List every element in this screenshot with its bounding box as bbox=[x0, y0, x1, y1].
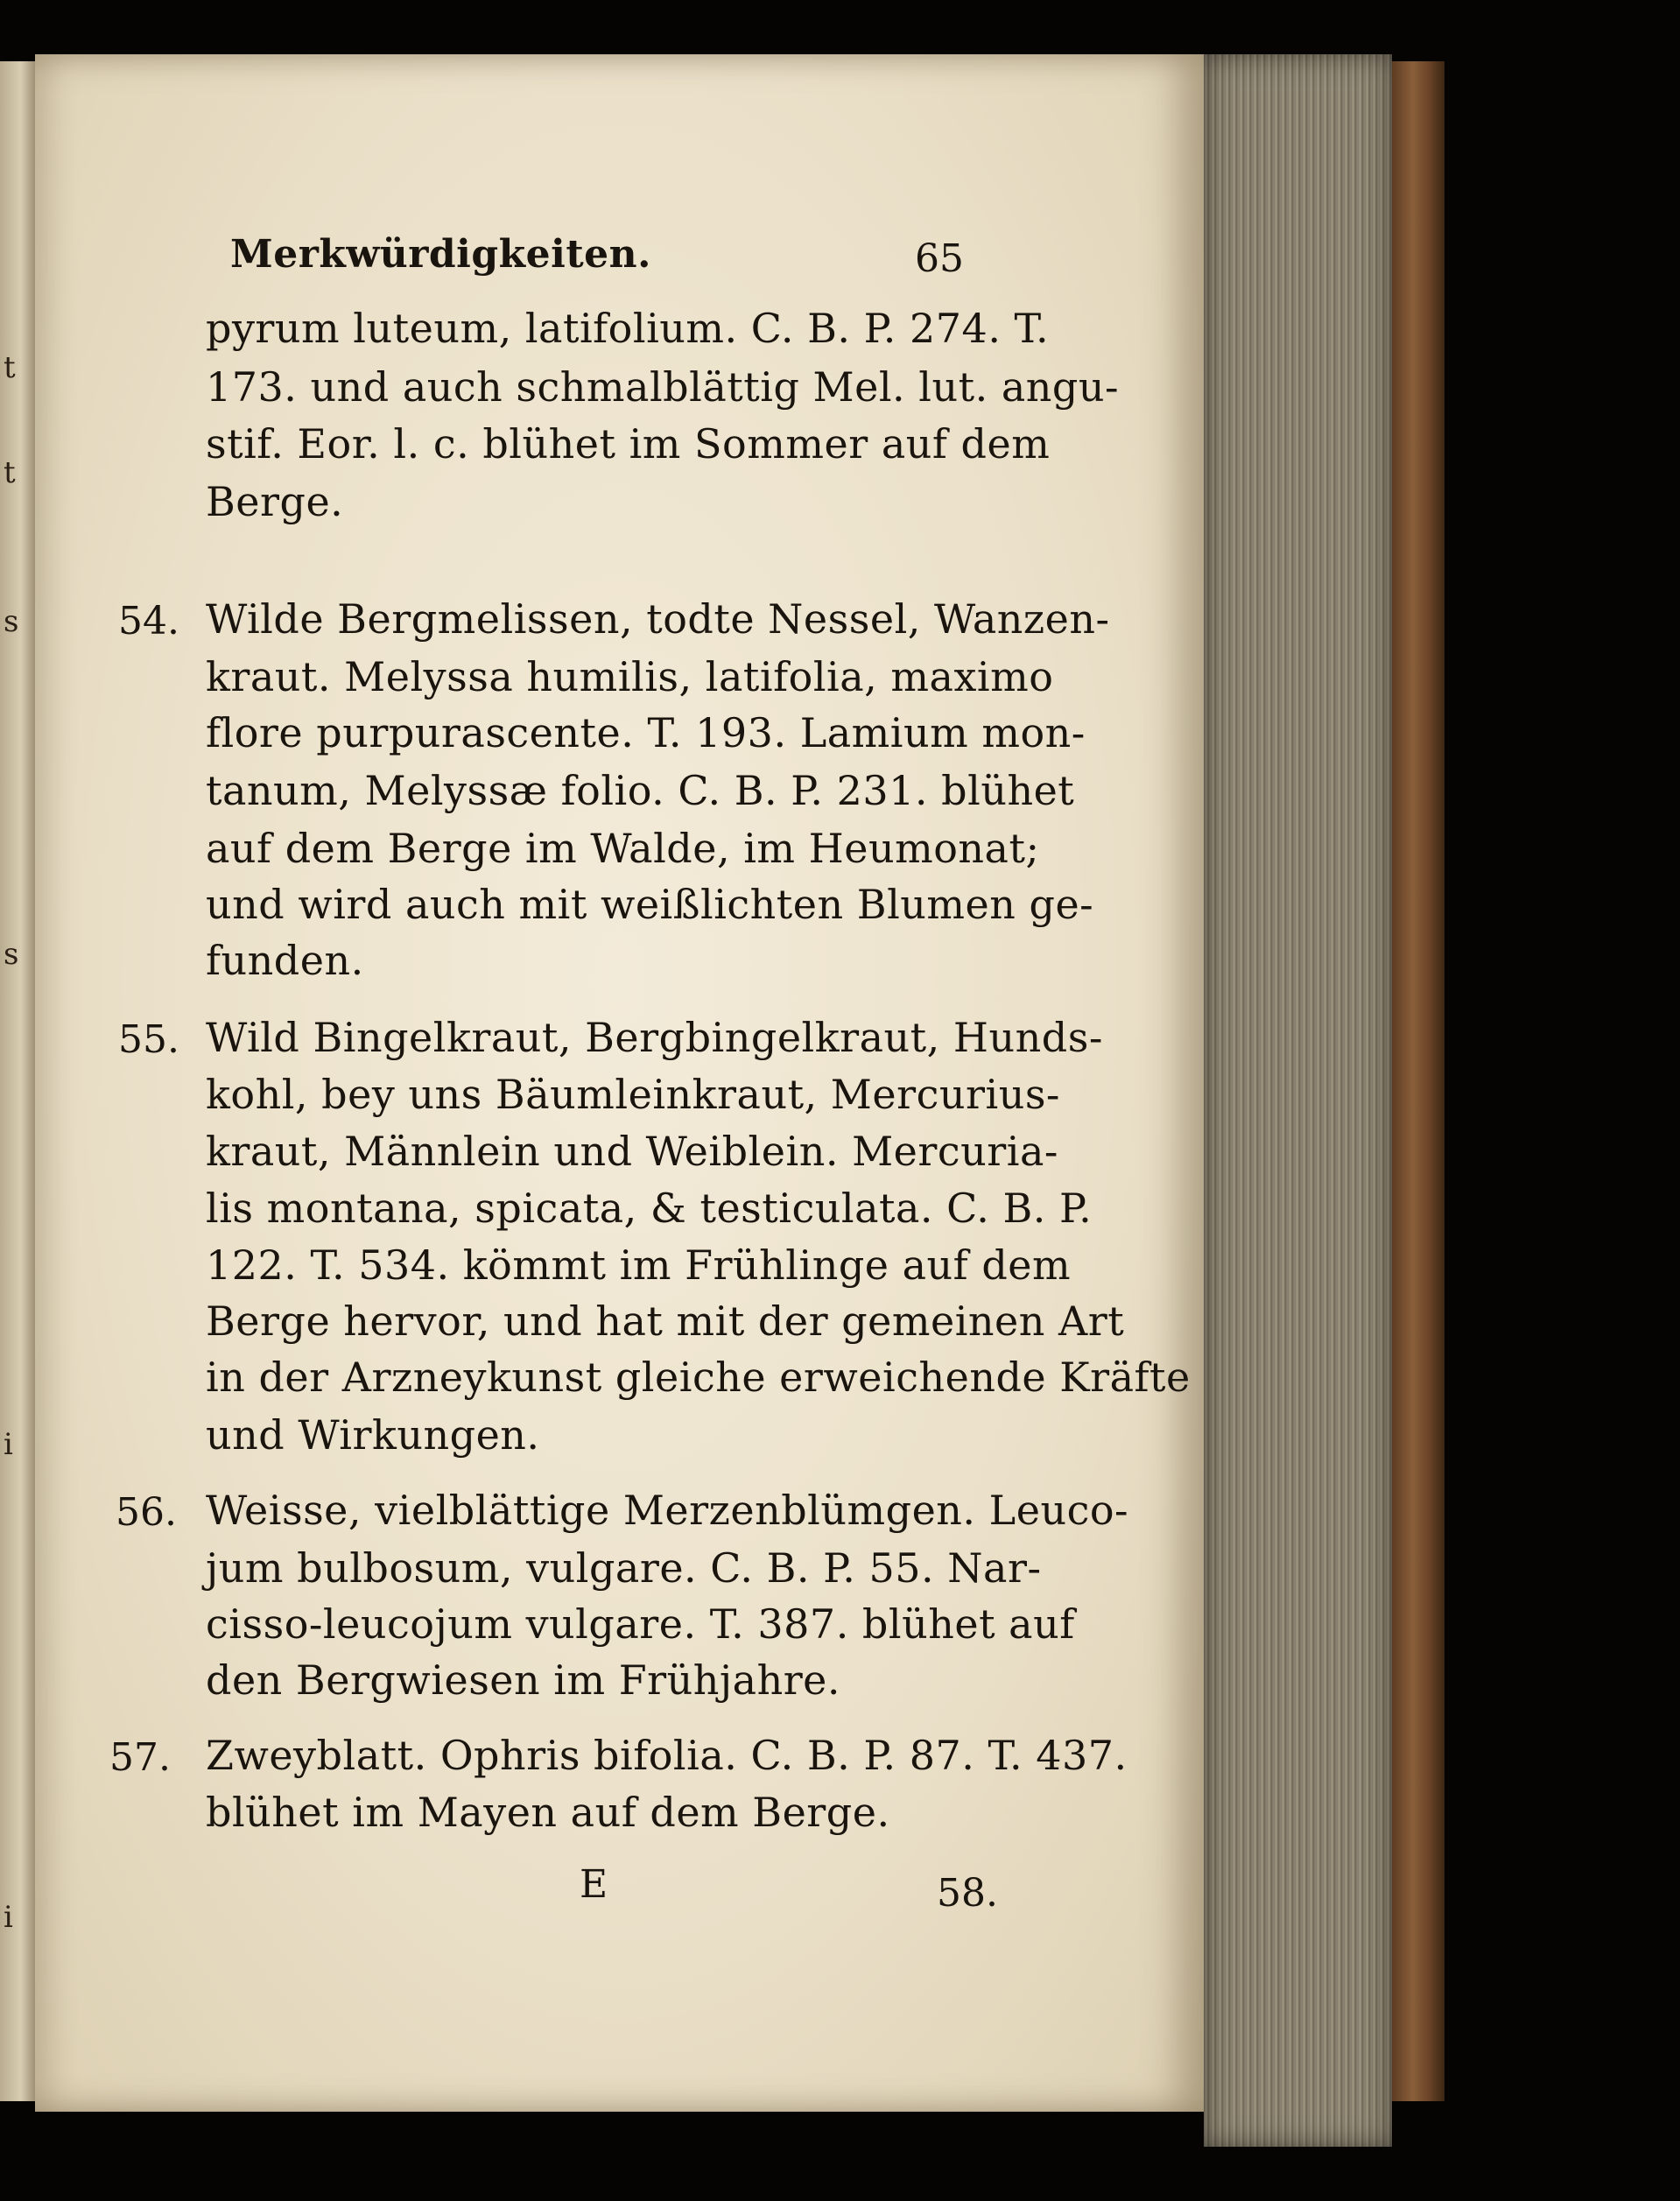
text-line: und Wirkungen. bbox=[206, 1411, 540, 1459]
text-line: lis montana, spicata, & testiculata. C. B. P. bbox=[206, 1185, 1093, 1232]
text-line: kraut, Männlein und Weiblein. Mercuria- bbox=[206, 1128, 1058, 1175]
left-page-glyph: t bbox=[4, 455, 16, 490]
left-page-glyph: s bbox=[4, 937, 19, 972]
page-text bbox=[35, 54, 1204, 2112]
text-line: und wird auch mit weißlichten Blumen ge- bbox=[206, 881, 1094, 928]
left-page-glyph: t bbox=[4, 350, 16, 385]
text-line: funden. bbox=[206, 937, 364, 984]
catchword: 58. bbox=[937, 1871, 998, 1916]
text-line: Weisse, vielblättige Merzenblümgen. Leuco- bbox=[206, 1487, 1129, 1534]
page-number: 65 bbox=[915, 236, 964, 281]
text-line: stif. Eor. l. c. blühet im Sommer auf dem bbox=[206, 420, 1051, 468]
left-page-glyph: i bbox=[4, 1900, 13, 1935]
text-line: 173. und auch schmalblättig Mel. lut. angu- bbox=[206, 363, 1120, 411]
previous-page-edge bbox=[0, 61, 35, 2101]
entry-number: 55. bbox=[118, 1017, 179, 1062]
text-line: blühet im Mayen auf dem Berge. bbox=[206, 1789, 890, 1836]
signature-mark: E bbox=[580, 1862, 608, 1907]
text-line: flore purpurascente. T. 193. Lamium mon- bbox=[206, 709, 1086, 756]
book-cover-edge bbox=[1392, 61, 1445, 2101]
text-line: in der Arzneykunst gleiche erweichende Kräfte bbox=[206, 1354, 1191, 1401]
text-line: kraut. Melyssa humilis, latifolia, maximo bbox=[206, 653, 1054, 700]
text-line: pyrum luteum, latifolium. C. B. P. 274. T. bbox=[206, 305, 1050, 352]
entry-number: 54. bbox=[118, 599, 179, 643]
text-line: 122. T. 534. kömmt im Frühlinge auf dem bbox=[206, 1241, 1072, 1289]
text-line: Wild Bingelkraut, Bergbingelkraut, Hunds- bbox=[206, 1014, 1103, 1061]
page-edges bbox=[1204, 54, 1392, 2147]
text-line: Wilde Bergmelissen, todte Nessel, Wanzen- bbox=[206, 595, 1110, 643]
entry-number: 56. bbox=[116, 1490, 177, 1535]
text-line: Zweyblatt. Ophris bifolia. C. B. P. 87. T. 437. bbox=[206, 1732, 1128, 1779]
text-line: auf dem Berge im Walde, im Heumonat; bbox=[206, 825, 1040, 872]
book-page bbox=[35, 54, 1204, 2112]
text-line: jum bulbosum, vulgare. C. B. P. 55. Nar- bbox=[206, 1544, 1042, 1592]
text-line: tanum, Melyssæ folio. C. B. P. 231. blühet bbox=[206, 767, 1075, 814]
text-line: Berge hervor, und hat mit der gemeinen Art bbox=[206, 1297, 1125, 1345]
running-title: Merkwürdigkeiten. bbox=[230, 232, 651, 277]
text-line: kohl, bey uns Bäumleinkraut, Mercurius- bbox=[206, 1071, 1060, 1118]
text-line: cisso-leucojum vulgare. T. 387. blühet auf bbox=[206, 1600, 1075, 1648]
left-page-glyph: s bbox=[4, 604, 19, 639]
text-line: Berge. bbox=[206, 478, 344, 525]
entry-number: 57. bbox=[109, 1735, 171, 1780]
text-line: den Bergwiesen im Frühjahre. bbox=[206, 1656, 841, 1704]
left-page-glyph: i bbox=[4, 1427, 13, 1462]
